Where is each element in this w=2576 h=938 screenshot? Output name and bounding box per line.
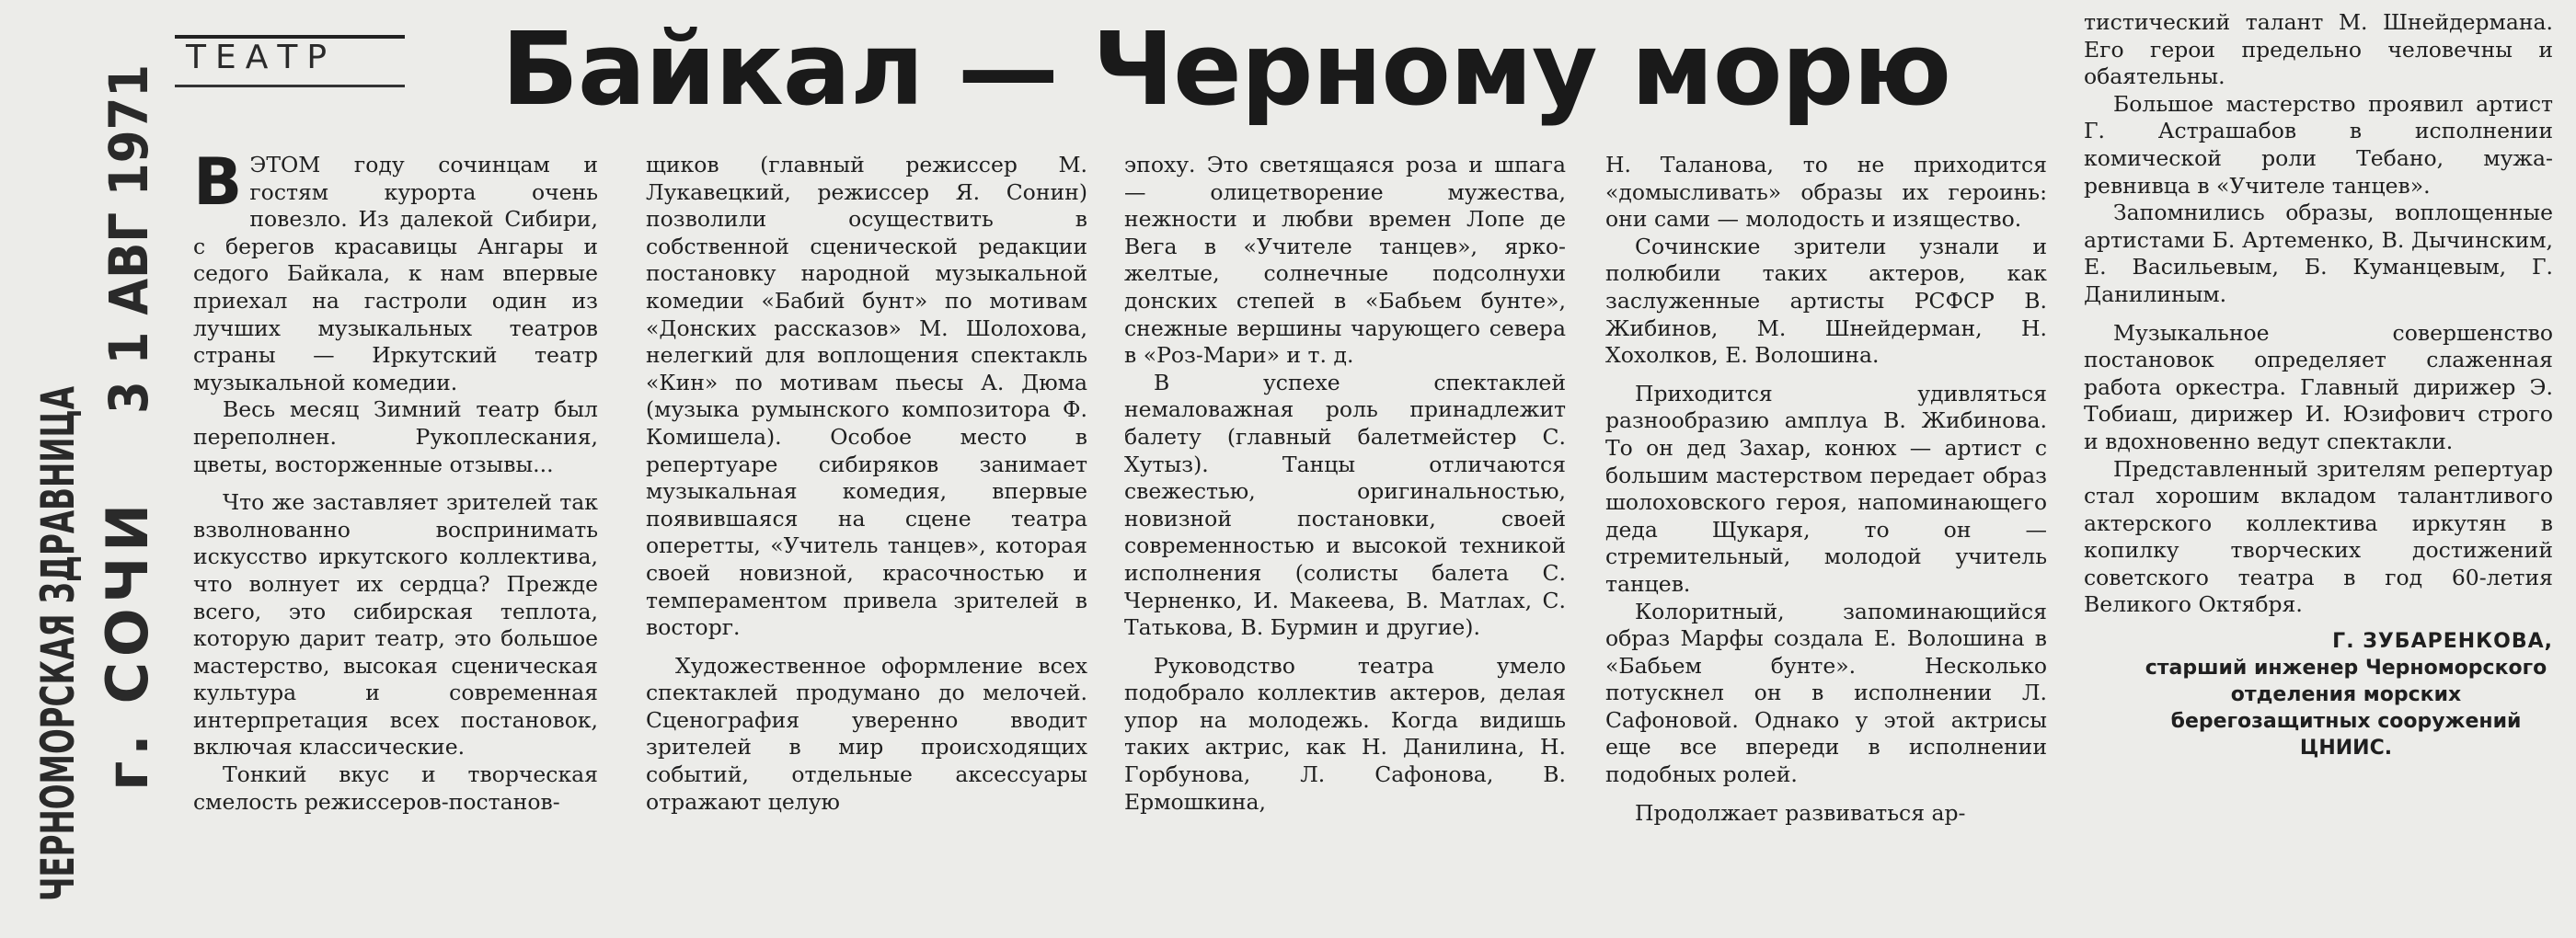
column-5: [2084, 9, 2553, 924]
paragraph: Приходится удивляться разнообразию амплуа В. Жибинова. То он дед Захар, конюх — артист с большим мастерством передает образ шолоховского героя, напоминающего деда Щукаря, то он — стремительный, молодой учитель танцев.: [1605, 380, 2047, 597]
paragraph: В успехе спектаклей немаловажная роль принадлежит балету (главный балетмейстер С. Хутыз). Танцы отличаются свежестью, оригинальностью, новизной постановки, своей современностью и высокой техникой исполнения (солисты балета С. Черненко, И. Макеева, В. Матлах, С. Татькова, В. Бурмин и другие).: [1124, 369, 1566, 641]
paragraph-text: ЭТОМ году сочинцам и гостям курорта очень повезло. Из далекой Сибири, с берегов красавицы Ангары и седого Байкала, к нам впервые приехал на гастроли один из лучших музыкальных театров страны — Иркутский театр музыкальной комедии.: [193, 152, 598, 395]
stamp-svg: [18, 28, 166, 920]
rubric-underline: [175, 85, 405, 87]
paragraph: Сочинские зрители узнали и полюбили таких актеров, как заслуженные артисты РСФСР В. Жибинов, М. Шнейдерман, Н. Хохолков, Е. Волошина.: [1605, 233, 2047, 369]
paragraph: Тонкий вкус и творческая смелость режиссеров-постанов-: [193, 761, 598, 815]
stamp-newspaper: ЧЕРНОМОРСКАЯ ЗДРАВНИЦА: [31, 111, 85, 901]
paragraph: Н. Таланова, то не приходится «домысливать» образы их героинь: они сами — молодость и изящество.: [1605, 152, 2047, 233]
stamp-place: г. СОЧИ: [94, 487, 161, 791]
paragraph: Большое мастерство проявил артист Г. Астрашабов в исполнении комической роли Тебано, мужа-ревнивца в «Учителе танцев».: [2084, 90, 2553, 199]
author-name: Г. ЗУБАРЕНКОВА,: [2332, 630, 2553, 654]
paragraph: щиков (главный режиссер М. Лукавецкий, режиссер Я. Сонин) позволили осуществить в собственной сценической редакции постановку народной музыкальной комедии «Бабий бунт» по мотивам «Донских рассказов» М. Шолохова, нелегкий для воплощения спектакль «Кин» по мотивам пьесы А. Дюма (музыка румынского композитора Ф. Комишела). Особое место в репертуаре сибиряков занимает музыкальная комедия, впервые появившаяся на сцене театра оперетты, «Учитель танцев», которая своей новизной, красочностью и темпераментом привела зрителей в восторг.: [646, 152, 1087, 641]
paragraph: Запомнились образы, воплощенные артистами Б. Артеменко, В. Дычинским, Е. Васильевым, Б. Куманцевым, Г. Данилиным.: [2084, 200, 2553, 307]
paragraph: Весь месяц Зимний театр был переполнен. Рукоплескания, цветы, восторженные отзывы...: [193, 396, 598, 477]
drop-cap: В: [193, 152, 243, 220]
paragraph: тистический талант М. Шнейдермана. Его герои предельно человечны и обаятельны.: [2084, 9, 2553, 90]
paragraph: Музыкальное совершенство постановок определяет слаженная работа оркестра. Главный дирижер Э. Тобиаш, дирижер И. Юзифович строго и вдохновенно ведут спектакли.: [2084, 319, 2553, 454]
column-1: [193, 152, 598, 924]
paragraph: Что же заставляет зрителей так взволнованно воспринимать искусство иркутского коллектива, что волнует их сердца? Прежде всего, это сибирская теплота, которую дарит театр, это большое мастерство, высокая сценическая культура и современная интерпретация всех постановок, включая классические.: [193, 489, 598, 761]
article-headline: Байкал — Черному морю: [501, 10, 1951, 128]
rubric-label: ТЕАТР: [186, 39, 337, 76]
column-3: [1124, 152, 1566, 924]
paragraph: [193, 152, 598, 396]
column-4: [1605, 152, 2047, 924]
paragraph: эпоху. Это светящаяся роза и шпага — олицетворение мужества, нежности и любви времен Лопе де Вега в «Учителе танцев», ярко-желтые, солнечные подсолнухи донских степей в «Бабьем бунте», снежные вершины чарующего севера в «Роз-Мари» и т. д.: [1124, 152, 1566, 369]
author-signature: [2084, 628, 2553, 761]
paragraph: Представленный зрителям репертуар стал хорошим вкладом талантливого актерского коллектива иркутян в копилку творческих достижений советского театра в год 60-летия Великого Октября.: [2084, 455, 2553, 618]
paragraph: Продолжает развиваться ар-: [1635, 799, 1966, 826]
paragraph: Руководство театра умело подобрало коллектив актеров, делая упор на молодежь. Когда видишь таких актрис, как Н. Данилина, Н. Горбунова, Л. Сафонова, В. Ермошкина,: [1124, 652, 1566, 815]
rubric: [175, 35, 405, 85]
author-role: старший инженер Черноморского отделения морских берегозащитных сооружений ЦНИИС.: [2145, 657, 2547, 761]
paragraph: Колоритный, запоминающийся образ Марфы создала Е. Волошина в «Бабьем бунте». Несколько потускнел он в исполнении Л. Сафоновой. Однако у этой актрисы еще все впереди в исполнении подобных ролей.: [1605, 598, 2047, 788]
newspaper-stamp: [18, 28, 166, 920]
paragraph: Художественное оформление всех спектаклей продумано до мелочей. Сценография уверенно вводит зрителей в мир происходящих событий, отдельные аксессуары отражают целую: [646, 652, 1087, 815]
column-2: [646, 152, 1087, 924]
stamp-date: 3 1 АВГ 1971: [98, 28, 160, 414]
